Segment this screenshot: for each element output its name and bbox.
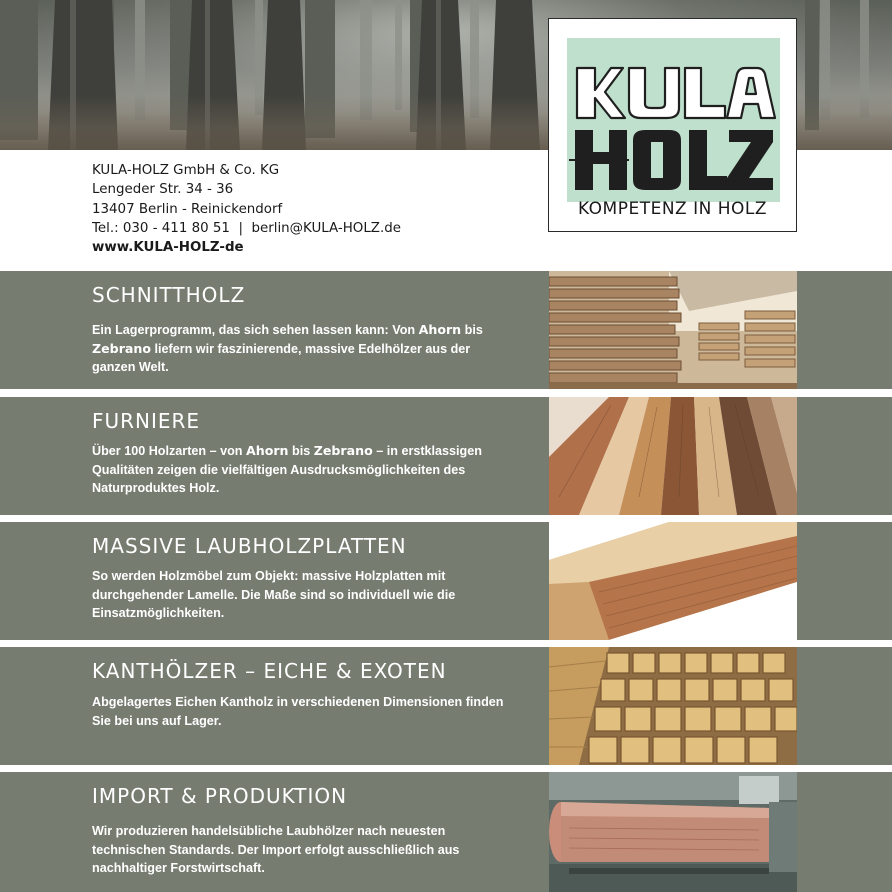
sawmill-log-photo: [549, 772, 797, 892]
veneer-fan-photo: [549, 397, 797, 515]
section-title: SCHNITTHOLZ: [92, 283, 246, 307]
company-city: 13407 Berlin - Reinickendorf: [92, 201, 283, 217]
kula-holz-logo: [548, 18, 797, 232]
lumber-stack-photo: [549, 271, 797, 389]
section-text: Über 100 Holzarten – von Ahorn bis Zebrano – in erstklassigen Qualitäten zeigen die vielfältigen Ausdrucksmöglichkeiten des Naturproduktes Holz.: [92, 443, 482, 496]
section-kanthoelzer: [0, 647, 892, 765]
company-street: Lengeder Str. 34 - 36: [92, 182, 234, 198]
logo-wordmark: [567, 38, 780, 202]
logo-line2: [549, 19, 550, 20]
section-title: FURNIERE: [92, 409, 201, 433]
section-title: KANTHÖLZER – EICHE & EXOTEN: [92, 659, 447, 683]
section-text: Wir produzieren handelsübliche Laubhölzer nach neuesten technischen Standards. Der Import erfolgt ausschließlich aus nachhaltiger Forstwirtschaft.: [92, 824, 460, 876]
section-massive-laubholzplatten: [0, 522, 892, 640]
section-title: IMPORT & PRODUKTION: [92, 784, 348, 808]
square-timber-photo: [549, 647, 797, 765]
section-text: Ein Lagerprogramm, das sich sehen lassen kann: Von Ahorn bis Zebrano liefern wir faszinierende, massive Edelhölzer aus der ganzen Welt.: [92, 322, 483, 375]
section-text: Abgelagertes Eichen Kantholz in verschiedenen Dimensionen finden Sie bei uns auf Lager.: [92, 695, 504, 728]
logo-line1: [549, 19, 550, 20]
company-address: [92, 161, 401, 257]
section-import-produktion: [0, 772, 892, 892]
section-title: MASSIVE LAUBHOLZPLATTEN: [92, 534, 407, 558]
section-furniere: [0, 397, 892, 515]
logo-tagline: KOMPETENZ IN HOLZ: [577, 199, 768, 219]
section-text: So werden Holzmöbel zum Objekt: massive Holzplatten mit durchgehender Lamelle. Die Maße sind so individuell wie die Einsatzmöglichkeiten.: [92, 569, 456, 621]
hardwood-panel-photo: [549, 522, 797, 640]
company-name: KULA-HOLZ GmbH & Co. KG: [92, 163, 280, 178]
company-contact[interactable]: Tel.: 030 - 411 80 51 | berlin@KULA-HOLZ.de: [92, 220, 401, 236]
company-website-link[interactable]: www.KULA-HOLZ-de: [92, 240, 244, 256]
section-schnittholz: [0, 271, 892, 389]
